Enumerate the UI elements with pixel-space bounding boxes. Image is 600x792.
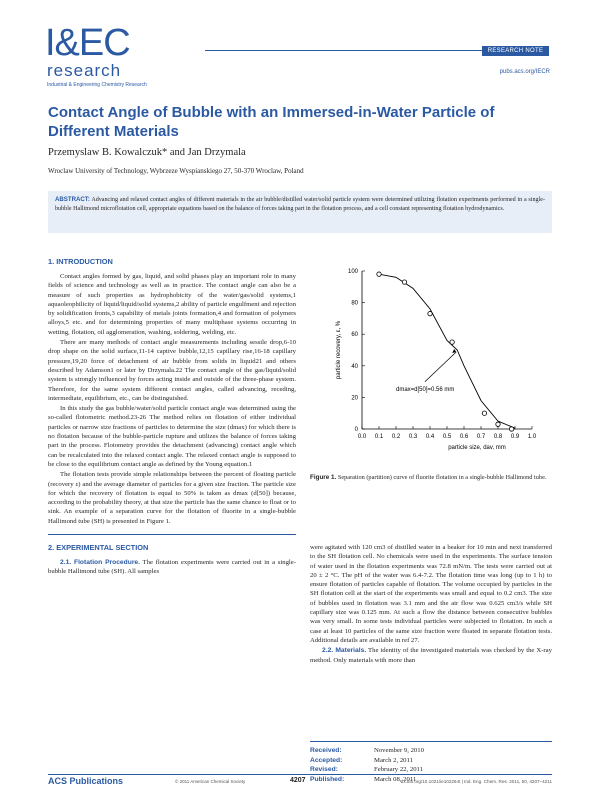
materials-paragraph-text: The identity of the investigated materials was checked by the X-ray method. Only materials with more than — [310, 647, 552, 664]
copyright-notice: © 2011 American Chemical Society — [175, 779, 246, 784]
footer-divider — [48, 774, 552, 775]
x-tick-label: 0.2 — [391, 434, 401, 440]
x-tick-label: 0.6 — [459, 434, 469, 440]
page-number: 4207 — [290, 777, 306, 784]
date-published: Published: March 08, 2011 — [310, 775, 417, 783]
article-title: Contact Angle of Bubble with an Immersed-in-Water Particle of Different Materials — [48, 104, 495, 140]
subsection-heading-materials: 2.2. Materials. — [322, 647, 367, 655]
left-column — [48, 257, 296, 578]
journal-url[interactable]: pubs.acs.org/IECR — [499, 69, 550, 75]
intro-paragraph-3: In this study the gas bubble/water/solid particle contact angle was determined using the so-called flotometric method.23-26 The method relies on flotation of either individual particles or narrow size fractions of particles to determine the size (dmax) for which there is no flotation because of the bubble-particle rupture and utilizes the balance of forces taking part in the process. Flotometry provides the detachment (advancing) contact angle which can be recalculated into the relaxed contact angle. The relaxed contact angle is supposed to be close to the equilibrium contact angle as defined by the Young equation.1 — [48, 405, 296, 468]
figure-caption-text: Separation (partition) curve of fluorite flotation in a single-bubble Hallimond tube. — [337, 474, 547, 481]
experimental-paragraph-1 — [48, 558, 296, 577]
data-point — [377, 272, 381, 276]
y-tick-label: 0 — [354, 427, 358, 433]
intro-paragraph-4: The flotation tests provide simple relationships between the percent of floating particle (recovery ε) and the average diameter of particles for a given size fraction. The particle size for which the recovery of flotation is equal to 50% is taken as dmax (d[50]) because, according to the probability theory, at that size the particle has the same chance to float or to sink. An example of a separation curve for the flotation of fluorite in a single-bubble Hallimond tube (SH) is presented in Figure 1. — [48, 471, 296, 525]
x-tick-label: 1.0 — [527, 434, 537, 440]
y-axis-label: particle recovery, ε, % — [336, 320, 342, 380]
chart-annotation-layer — [396, 349, 456, 393]
figure-caption-label: Figure 1. — [310, 474, 337, 481]
journal-tagline: Industrial & Engineering Chemistry Research — [47, 82, 147, 88]
x-tick-label: 0.0 — [357, 434, 367, 440]
right-column — [310, 543, 552, 666]
materials-paragraph — [310, 646, 552, 665]
x-tick-label: 0.4 — [425, 434, 435, 440]
data-point — [428, 311, 432, 315]
dates-divider — [310, 741, 552, 742]
x-tick-label: 0.5 — [442, 434, 452, 440]
x-axis-label: particle size, dav, mm — [448, 445, 506, 451]
abstract-label: ABSTRACT: — [55, 196, 90, 203]
x-tick-label: 0.3 — [408, 434, 418, 440]
doi-citation[interactable]: dx.doi.org/10.1021/ie102264t | Ind. Eng. Chem. Res. 2011, 50, 4207–4211 — [400, 779, 552, 784]
data-point — [482, 411, 486, 415]
data-point — [509, 427, 513, 431]
section-divider — [48, 534, 296, 535]
intro-paragraph-1: Contact angles formed by gas, liquid, and solid phases play an important role in many fields of science and technology as well as in practice. The contact angle can also be a measure of such properties as hydrophobicity of the water/gas/solid systems,1 aquaoleophilicity of liquid/liquid/solid systems,2 ability of particle engulfment and rejection by solidification fronts,3 capability of metals joints formation,4 and formation of polymers alloys,5 etc. and for determining properties of many multiphase systems occurring in wetting, flotation, oil agglomeration, washing, soldering, welding, etc. — [48, 273, 296, 336]
chart-points-layer — [377, 272, 514, 431]
abstract-text: Advancing and relaxed contact angles of different materials in the air bubble/distilled water/solid particle system were determined utilizing flotation experiments performed in a single-bubble Hallimond microflotation cell, appropriate equations based on the balance of forces taking part in the flotation process, and a cell constant representing flotation hydrodynamics. — [55, 197, 546, 212]
header-divider — [205, 50, 482, 51]
y-tick-label: 20 — [351, 395, 358, 402]
y-tick-label: 40 — [351, 363, 358, 370]
section-heading-introduction: 1. INTRODUCTION — [48, 257, 113, 266]
x-tick-label: 0.8 — [493, 434, 503, 440]
chart-curve-layer — [379, 274, 515, 428]
date-accepted: Accepted: March 2, 2011 — [310, 756, 413, 764]
data-point — [402, 280, 406, 284]
x-tick-label: 0.1 — [374, 434, 384, 440]
separation-curve-chart — [310, 257, 552, 467]
subsection-heading-flotation: 2.1. Flotation Procedure. — [60, 559, 140, 567]
annotation-arrow — [425, 352, 456, 382]
author-affiliation: Wroclaw University of Technology, Wybrzeze Wyspianskiego 27, 50-370 Wroclaw, Poland — [48, 167, 304, 175]
article-authors: Przemyslaw B. Kowalczuk* and Jan Drzymala — [48, 147, 246, 158]
y-tick-label: 100 — [347, 269, 358, 275]
chart-axes — [336, 269, 537, 451]
experimental-paragraph-2: were agitated with 120 cm3 of distilled water in a beaker for 10 min and next transferred to the SH flotation cell. No chemicals were used in the experiments. The surface tension of water used in the flotation experiments was 72.8 mN/m. The tests were carried out at 20 ± 2 °C. The pH of the water was 6.4-7.2. The flotation time was long (up to 1 h) to ensure flotation of particles capable of flotation. The volume occupied by particles in the SH flotation cell at the start of the experiments was small and equal to 0.2 cm3. The size of bubbles used in flotation was 3.1 mm and the air flow was 0.625 cm3/s while SH capillary size was 0.125 mm. At such a flow the distance between consecutive bubbles was very small. In some tests individual particles were subjected to flotation. In such a case at least 10 particles of the same size fraction were floated in separate flotation tests. Additional details are available in ref 27. — [310, 544, 552, 644]
abstract-box — [48, 191, 552, 233]
journal-logo: I&EC — [45, 22, 130, 64]
annotation-label: dmax=d[50]=0.56 mm — [396, 387, 455, 394]
intro-paragraph-2: There are many methods of contact angle measurements including sessile drop,6-10 drop shape on the solid surface,11-14 captive bubble,12,15 capillary rise,16-18 capillary pressure,19,20 force of detachment of air bubble from solids in liquid21 and others described by Adamson1 or later by Drzymala.22 The contact angle of the gas/liquid/solid system is strongly influenced by forces acting inside and outside of the three-phase system. Therefore, for the same system different contact angles, called advancing, receding, intermediate, equilibrium, etc., can be distinguished. — [48, 339, 296, 402]
publisher-logo: ACS Publications — [48, 776, 124, 786]
data-point — [450, 340, 454, 344]
x-tick-label: 0.9 — [510, 434, 520, 440]
date-revised: Revised: February 22, 2011 — [310, 766, 423, 773]
separation-curve — [379, 274, 515, 428]
section-heading-experimental: 2. EXPERIMENTAL SECTION — [48, 543, 149, 553]
article-type-badge: RESEARCH NOTE — [482, 46, 549, 56]
y-tick-label: 60 — [351, 332, 358, 339]
experimental-paragraph-1-text: The flotation experiments were carried out in a single-bubble Hallimond tube (SH). All samples — [48, 559, 296, 576]
figure-caption — [310, 474, 552, 483]
journal-logo-subtitle: research — [47, 61, 122, 80]
x-tick-label: 0.7 — [476, 434, 486, 440]
y-tick-label: 80 — [351, 300, 358, 307]
date-received: Received: November 9, 2010 — [310, 747, 424, 754]
data-point — [496, 422, 500, 426]
